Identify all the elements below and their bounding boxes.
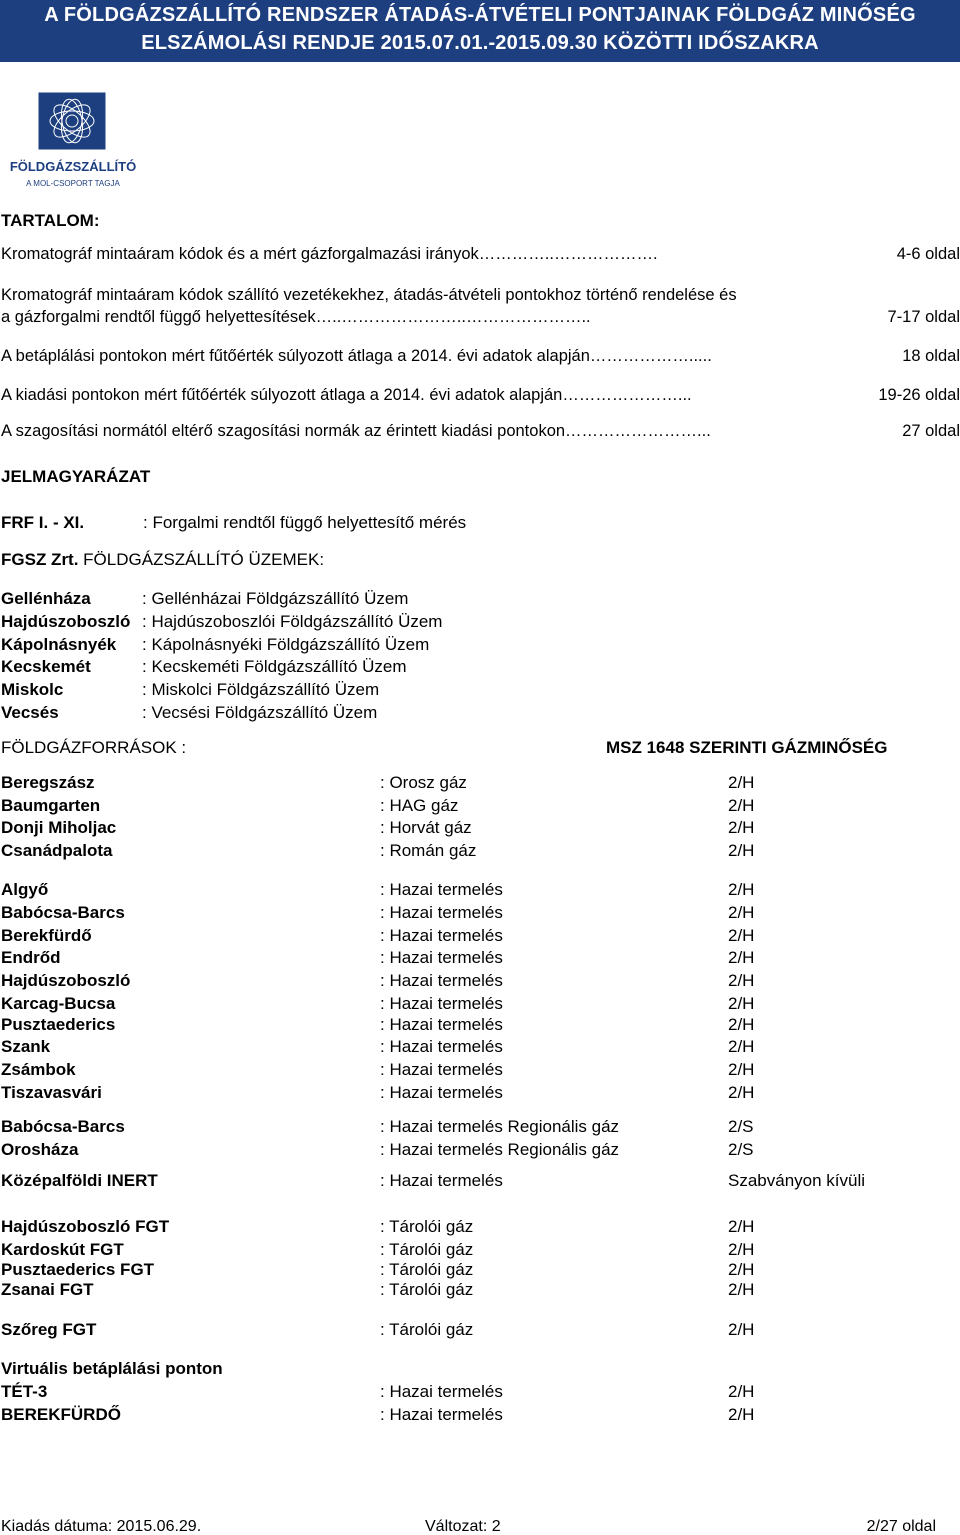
source-name: Hajdúszoboszló — [1, 971, 131, 990]
source-row — [0, 1060, 960, 1082]
plant-name: Vecsés — [1, 703, 59, 722]
source-type: : Hazai termelés — [380, 1171, 503, 1190]
source-quality: 2/H — [728, 1405, 755, 1424]
source-type: : Tárolói gáz — [380, 1260, 474, 1279]
source-name: Berekfürdő — [1, 926, 92, 945]
toc-item-text: A kiadási pontokon mért fűtőérték súlyozott átlaga a 2014. évi adatok alapján…………………... — [1, 386, 692, 404]
source-row — [0, 880, 960, 902]
source-type: : Tárolói gáz — [380, 1320, 474, 1339]
source-name: Baumgarten — [1, 796, 101, 815]
source-quality: 2/H — [728, 1382, 755, 1401]
source-row — [0, 1140, 960, 1162]
sources-title: FÖLDGÁZFORRÁSOK : — [1, 738, 187, 757]
source-row — [0, 1083, 960, 1105]
source-row — [0, 1405, 960, 1427]
source-quality: 2/H — [728, 1280, 755, 1299]
source-quality: 2/H — [728, 948, 755, 967]
source-type: : Hazai termelés — [380, 1060, 503, 1079]
source-row — [0, 971, 960, 993]
source-name: Tiszavasvári — [1, 1083, 102, 1102]
source-row — [0, 841, 960, 863]
logo-name: FÖLDGÁZSZÁLLÍTÓ — [10, 159, 136, 174]
source-quality: 2/H — [728, 818, 755, 837]
plant-description: : Hajdúszoboszlói Földgázszállító Üzem — [142, 612, 443, 631]
source-type: : Hazai termelés — [380, 1037, 503, 1056]
document-title-line-1: A FÖLDGÁZSZÁLLÍTÓ RENDSZER ÁTADÁS-ÁTVÉTELI PONTJAINAK FÖLDGÁZ MINŐSÉG — [44, 4, 916, 26]
version: Változat: 2 — [425, 1518, 501, 1535]
source-type: : Orosz gáz — [380, 773, 467, 792]
source-row — [0, 1015, 960, 1037]
frf-description: : Forgalmi rendtől függő helyettesítő mérés — [143, 513, 467, 532]
source-row — [0, 773, 960, 795]
plant-name: Hajdúszoboszló — [1, 612, 131, 631]
source-name: Karcag-Bucsa — [1, 994, 116, 1013]
source-quality: 2/H — [728, 1037, 755, 1056]
source-quality: 2/S — [728, 1117, 754, 1136]
source-name: Szőreg FGT — [1, 1320, 97, 1339]
page-number: 2/27 oldal — [866, 1518, 936, 1535]
source-type: : Hazai termelés Regionális gáz — [380, 1140, 620, 1159]
source-quality: 2/H — [728, 1240, 755, 1259]
toc-item-page: 7-17 oldal — [887, 308, 960, 326]
toc-title: TARTALOM: — [1, 211, 100, 230]
source-name: Pusztaederics FGT — [1, 1260, 155, 1279]
source-row — [0, 1382, 960, 1404]
source-name: Csanádpalota — [1, 841, 113, 860]
toc-item-text-line-1: Kromatográf mintaáram kódok szállító vezetékekhez, átadás-átvételi pontokhoz történő rendelése és — [1, 286, 737, 304]
plant-row — [0, 612, 960, 634]
document-title-line-2: ELSZÁMOLÁSI RENDJE 2015.07.01.-2015.09.30 KÖZÖTTI IDŐSZAKRA — [141, 32, 819, 54]
plant-row — [0, 680, 960, 702]
logo-tagline: A MOL-CSOPORT TAGJA — [26, 179, 120, 188]
issue-date: Kiadás dátuma: 2015.06.29. — [1, 1518, 202, 1535]
source-row — [0, 796, 960, 818]
source-type: : Horvát gáz — [380, 818, 472, 837]
source-quality: 2/H — [728, 1083, 755, 1102]
source-type: : Tárolói gáz — [380, 1280, 474, 1299]
plant-description: : Kecskeméti Földgázszállító Üzem — [142, 657, 407, 676]
plant-name: Kápolnásnyék — [1, 635, 117, 654]
source-type: : Hazai termelés — [380, 926, 503, 945]
toc-item-page: 27 oldal — [902, 422, 960, 440]
source-type: : Hazai termelés — [380, 1015, 503, 1034]
plants-title — [1, 550, 324, 570]
source-row — [0, 994, 960, 1016]
source-quality: Szabványon kívüli — [728, 1171, 866, 1190]
source-type: : Román gáz — [380, 841, 477, 860]
source-name: Szank — [1, 1037, 51, 1056]
source-type: : Hazai termelés Regionális gáz — [380, 1117, 620, 1136]
toc-item-text: Kromatográf mintaáram kódok és a mért gázforgalmazási irányok…………..………………. — [1, 245, 658, 263]
plant-row — [0, 635, 960, 657]
source-name: Hajdúszoboszló FGT — [1, 1217, 170, 1236]
plants-title-rest: FÖLDGÁZSZÁLLÍTÓ ÜZEMEK: — [78, 550, 325, 569]
source-quality: 2/H — [728, 1015, 755, 1034]
source-type: : Hazai termelés — [380, 880, 503, 899]
source-name: Kardoskút FGT — [1, 1240, 124, 1259]
plant-name: Gellénháza — [1, 589, 91, 608]
source-quality: 2/H — [728, 841, 755, 860]
source-type: : HAG gáz — [380, 796, 459, 815]
frf-label: FRF I. - XI. — [1, 513, 85, 532]
source-name: Beregszász — [1, 773, 95, 792]
quality-column-title: MSZ 1648 SZERINTI GÁZMINŐSÉG — [606, 738, 888, 757]
plant-row — [0, 589, 960, 611]
source-name: Donji Miholjac — [1, 818, 117, 837]
source-quality: 2/H — [728, 1320, 755, 1339]
source-quality: 2/H — [728, 971, 755, 990]
source-row — [0, 903, 960, 925]
source-quality: 2/H — [728, 773, 755, 792]
plants-title-company: FGSZ Zrt. — [1, 550, 79, 569]
source-row — [0, 1037, 960, 1059]
source-row — [0, 1240, 960, 1262]
source-quality: 2/H — [728, 903, 755, 922]
source-quality: 2/H — [728, 926, 755, 945]
source-name: TÉT-3 — [1, 1382, 48, 1401]
source-quality: 2/H — [728, 796, 755, 815]
source-name: Zsanai FGT — [1, 1280, 94, 1299]
source-quality: 2/H — [728, 880, 755, 899]
plant-description: : Vecsési Földgázszállító Üzem — [142, 703, 378, 722]
source-name: Pusztaederics — [1, 1015, 116, 1034]
source-row — [0, 818, 960, 840]
source-type: : Hazai termelés — [380, 1382, 503, 1401]
source-name: Középalföldi INERT — [1, 1171, 158, 1190]
source-row — [0, 948, 960, 970]
source-name: Endrőd — [1, 948, 61, 967]
source-quality: 2/H — [728, 1217, 755, 1236]
source-row — [0, 926, 960, 948]
plant-description: : Kápolnásnyéki Földgázszállító Üzem — [142, 635, 430, 654]
plant-row — [0, 703, 960, 725]
source-row — [0, 1217, 960, 1239]
source-type: : Hazai termelés — [380, 994, 503, 1013]
source-name: Orosháza — [1, 1140, 79, 1159]
toc-item-page: 4-6 oldal — [896, 245, 960, 263]
source-type: : Tárolói gáz — [380, 1240, 474, 1259]
toc-item-page: 19-26 oldal — [878, 386, 960, 404]
source-row — [0, 1320, 960, 1342]
virtual-entry-point-title: Virtuális betáplálási ponton — [1, 1359, 223, 1378]
source-quality: 2/S — [728, 1140, 754, 1159]
toc-item-text: A betáplálási pontokon mért fűtőérték súlyozott átlaga a 2014. évi adatok alapján………………..... — [1, 347, 712, 365]
plant-row — [0, 657, 960, 679]
source-name: Algyő — [1, 880, 49, 899]
source-name: Zsámbok — [1, 1060, 76, 1079]
foldgazszallito-logo — [10, 92, 136, 192]
source-name: Babócsa-Barcs — [1, 1117, 125, 1136]
logo-emblem — [39, 93, 105, 149]
source-name: BEREKFÜRDŐ — [1, 1405, 121, 1424]
source-name: Babócsa-Barcs — [1, 903, 125, 922]
source-quality: 2/H — [728, 1060, 755, 1079]
source-quality: 2/H — [728, 1260, 755, 1279]
plant-name: Miskolc — [1, 680, 64, 699]
source-row — [0, 1171, 960, 1193]
source-type: : Hazai termelés — [380, 1405, 503, 1424]
source-type: : Hazai termelés — [380, 1083, 503, 1102]
source-type: : Tárolói gáz — [380, 1217, 474, 1236]
source-quality: 2/H — [728, 994, 755, 1013]
plant-description: : Gellénházai Földgázszállító Üzem — [142, 589, 409, 608]
document-title-banner — [0, 0, 960, 62]
source-type: : Hazai termelés — [380, 903, 503, 922]
source-type: : Hazai termelés — [380, 971, 503, 990]
source-row — [0, 1260, 960, 1282]
plant-description: : Miskolci Földgázszállító Üzem — [142, 680, 380, 699]
toc-item-page: 18 oldal — [902, 347, 960, 365]
source-row — [0, 1117, 960, 1139]
source-type: : Hazai termelés — [380, 948, 503, 967]
plant-name: Kecskemét — [1, 657, 91, 676]
source-row — [0, 1280, 960, 1302]
legend-title: JELMAGYARÁZAT — [1, 467, 151, 486]
toc-item-text: A szagosítási normától eltérő szagosítási normák az érintett kiadási pontokon……………………... — [1, 422, 711, 440]
toc-item-text: a gázforgalmi rendtől függő helyettesítések…..…………………..………………….. — [1, 308, 591, 326]
